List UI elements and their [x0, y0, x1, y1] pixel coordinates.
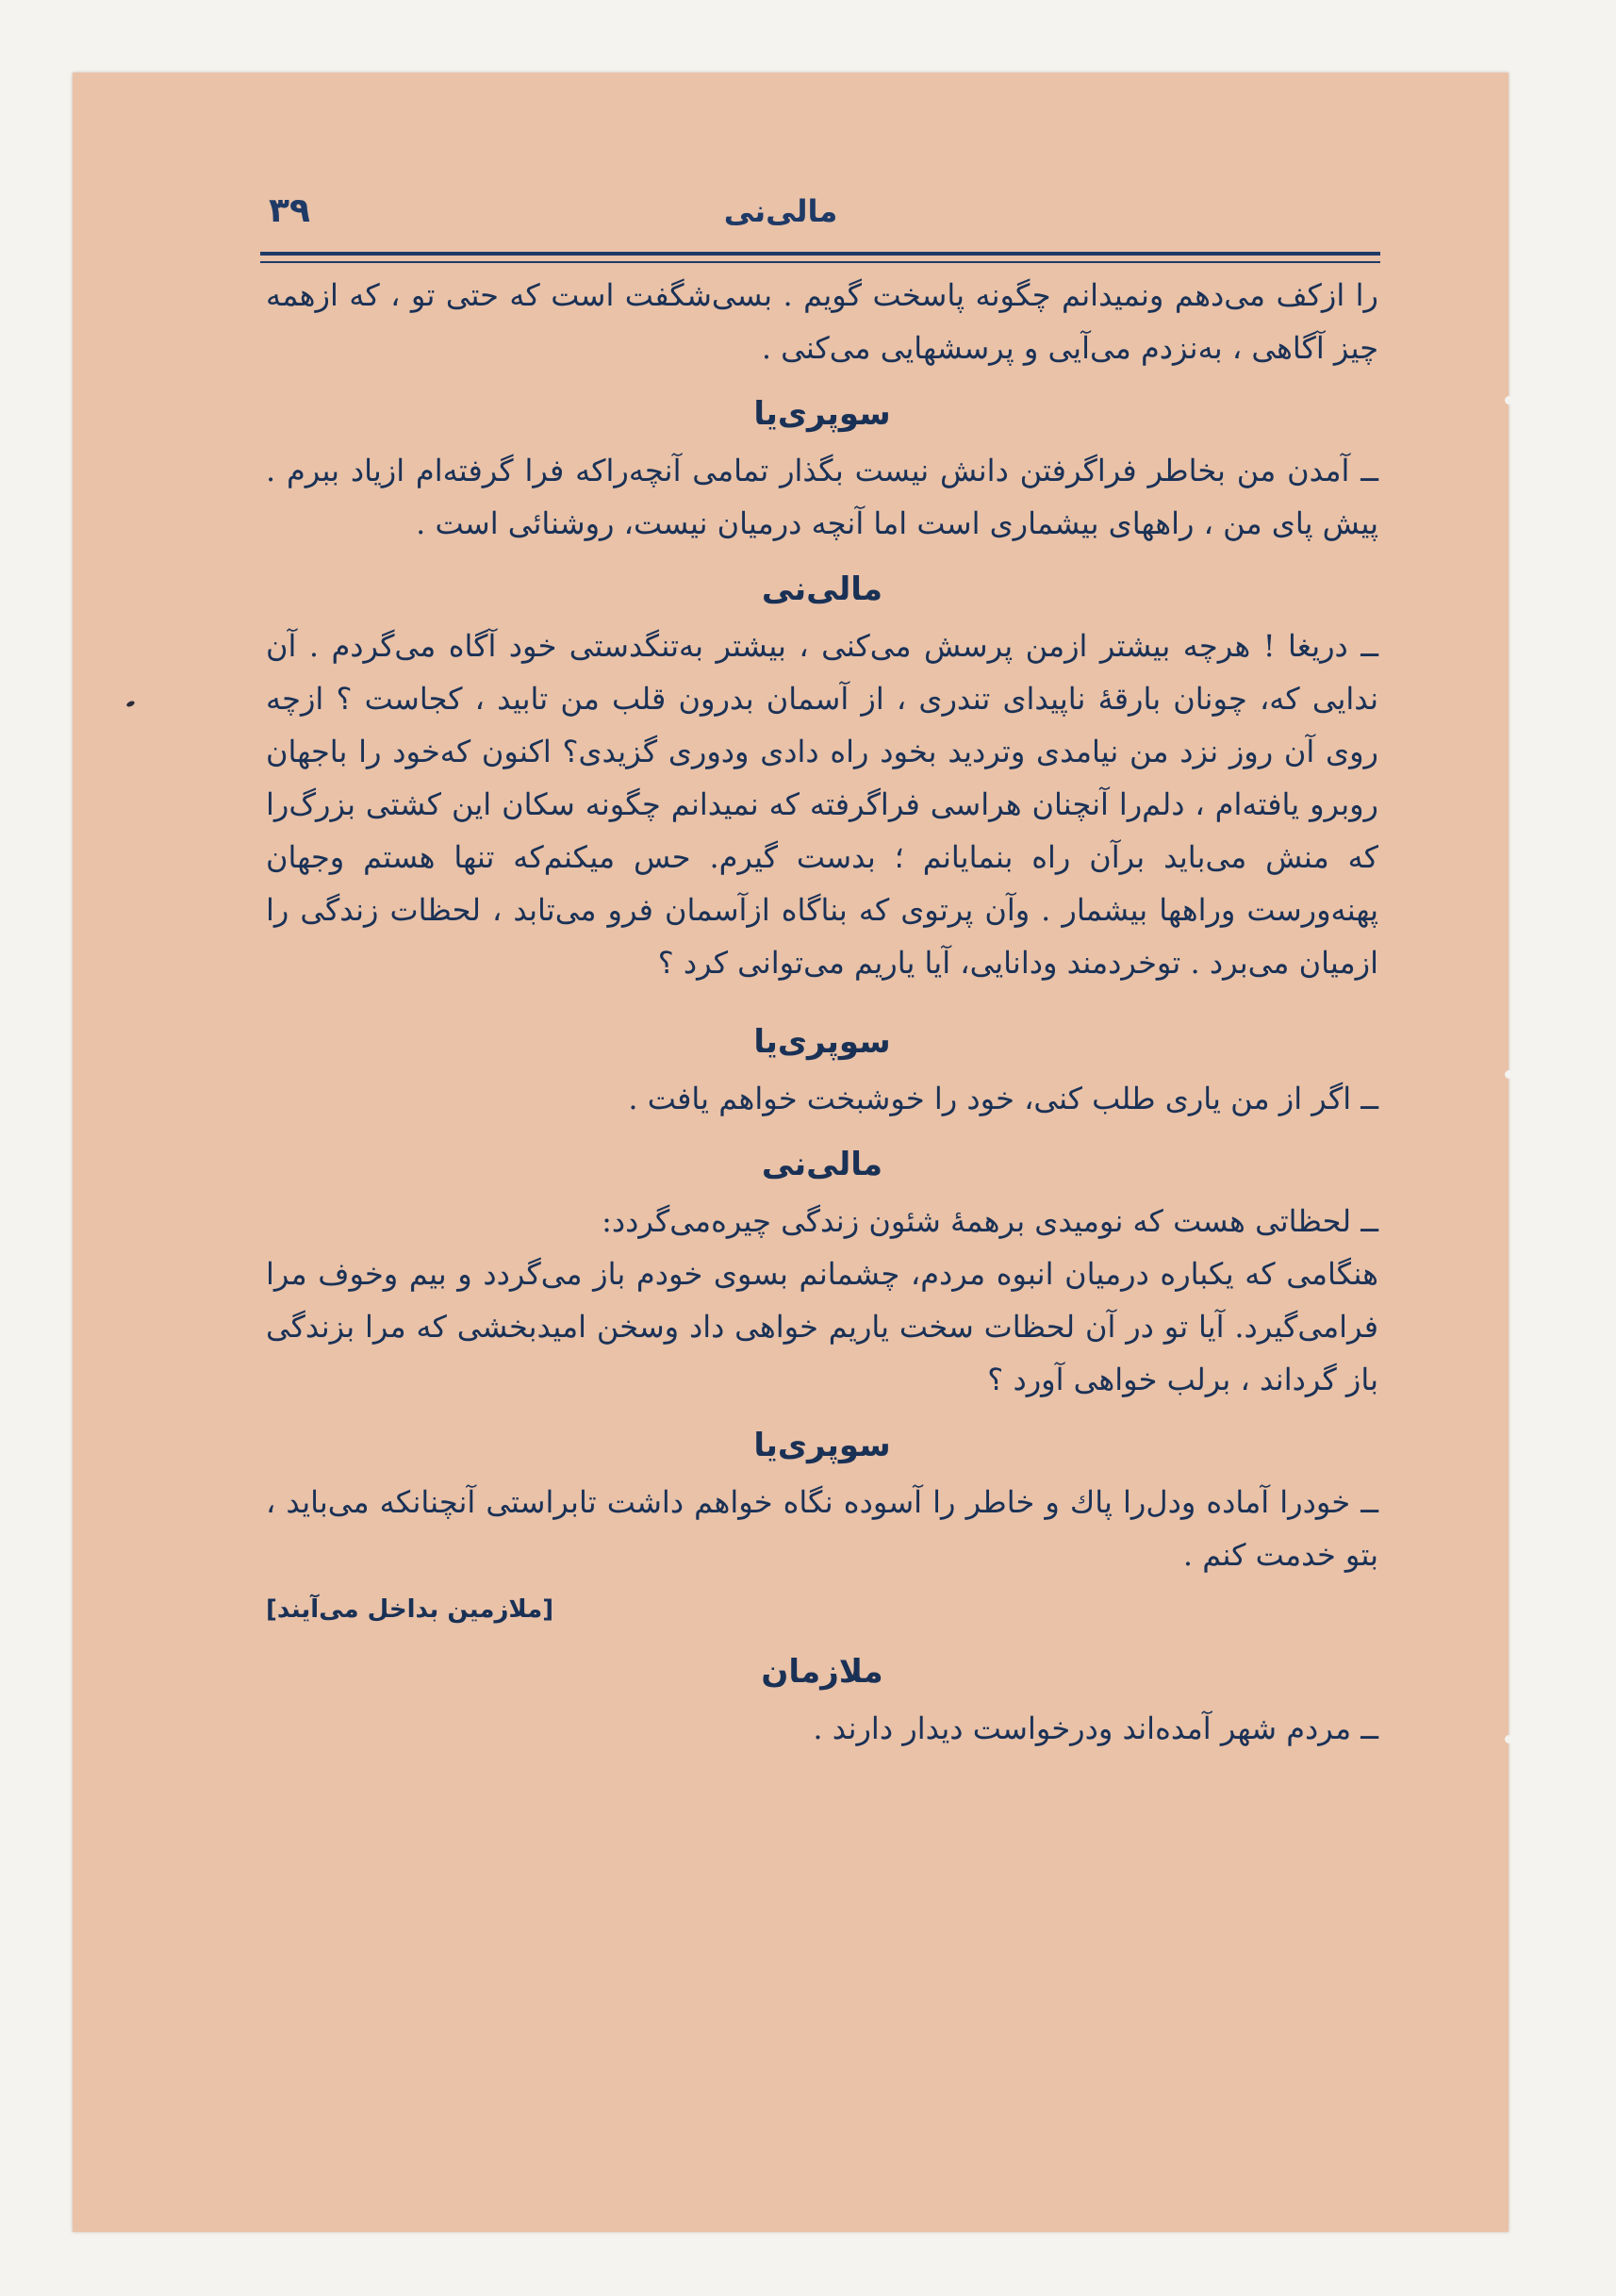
- header-rule-thick: [260, 252, 1380, 256]
- speech-paragraph: ــ خودرا آماده ودل‌را پاك و خاطر را آسوده نگاه خواهم داشت تابراستی آنچنانکه می‌باید ، بتو خدمت کنم .: [266, 1484, 1378, 1573]
- speech-paragraph: ــ آمدن من بخاطر فراگرفتن دانش نیست بگذار تمامی آنچه‌راکه فرا گرفته‌ام ازیاد ببرم . پیش پای من ، راههای بیشماری است اما آنچه درمیان نیست، روشنائی است .: [266, 453, 1378, 541]
- binding-hole: [1505, 396, 1513, 405]
- speech-paragraph: هنگامی که یکباره درمیان انبوه مردم، چشمانم بسوی خودم باز می‌گردد و بیم وخوف مرا فرامی‌گیرد. آیا تو در آن لحظات سخت یاریم خواهی داد وسخن امیدبخشی که مرا بزندگی باز گرداند ، برلب خواهی آورد ؟: [266, 1256, 1379, 1397]
- binding-hole: [1505, 1070, 1513, 1079]
- page-header: [182, 193, 1379, 237]
- binding-hole: [1505, 1735, 1513, 1743]
- header-rule-thin: [260, 261, 1380, 263]
- running-title: مالی‌نی: [723, 193, 838, 229]
- speaker-name: مالی‌نی: [761, 1146, 883, 1183]
- page-number: ۳۹: [269, 191, 310, 230]
- speech-paragraph: ــ لحظاتی هست که نومیدی برهمهٔ شئون زندگی چیره‌می‌گردد:: [602, 1203, 1378, 1239]
- speaker-name: سوپری‌یا: [753, 1427, 891, 1464]
- speaker-name: ملازمان: [761, 1653, 883, 1691]
- speaker-name: مالی‌نی: [761, 570, 883, 608]
- speaker-name: سوپری‌یا: [753, 395, 891, 433]
- speech-paragraph: ــ مردم شهر آمده‌اند ودرخواست دیدار دارند .: [813, 1710, 1378, 1746]
- speech-paragraph: ــ اگر از من یاری طلب کنی، خود را خوشبخت خواهم یافت .: [628, 1081, 1378, 1116]
- speech-paragraph: ــ دریغا ! هرچه بیشتر ازمن پرسش می‌کنی ، بیشتر به‌تنگدستی خود آگاه می‌گردم . آن ندایی که، چونان بارقهٔ ناپیدای تندری ، از آسمان بدرون قلب من تابید ، کجاست ؟ ازچه روی آن روز نزد من نیامدی وتردید بخود راه دادی ودوری گزیدی؟ اکنون که‌خود را باجهان روبرو یافته‌ام ، دلم‌را آنچنان هراسی فراگرفته که نمیدانم چگونه سکان این کشتی بزرگ‌را که منش می‌باید برآن راه بنمایانم ؛ بدست گیرم. حس میکنم‌که تنها هستم وجهان پهنه‌ورست وراهها بیشمار . وآن پرتوی که بناگاه ازآسمان فرو می‌تابد ، لحظات زندگی را ازمیان می‌برد . توخردمند ودانایی، آیا یاریم می‌توانی کرد ؟: [266, 628, 1379, 981]
- play-text: [266, 269, 1378, 1755]
- speech-paragraph: را ازکف می‌دهم ونمیدانم چگونه پاسخت گویم . بسی‌شگفت است که حتی تو ، که ازهمه چیز آگاهی ، به‌نزدم می‌آیی و پرسشهایی می‌کنی .: [266, 277, 1378, 366]
- speaker-name: سوپری‌یا: [753, 1023, 891, 1061]
- stage-direction: [ملازمین بداخل می‌آیند]: [266, 1595, 554, 1624]
